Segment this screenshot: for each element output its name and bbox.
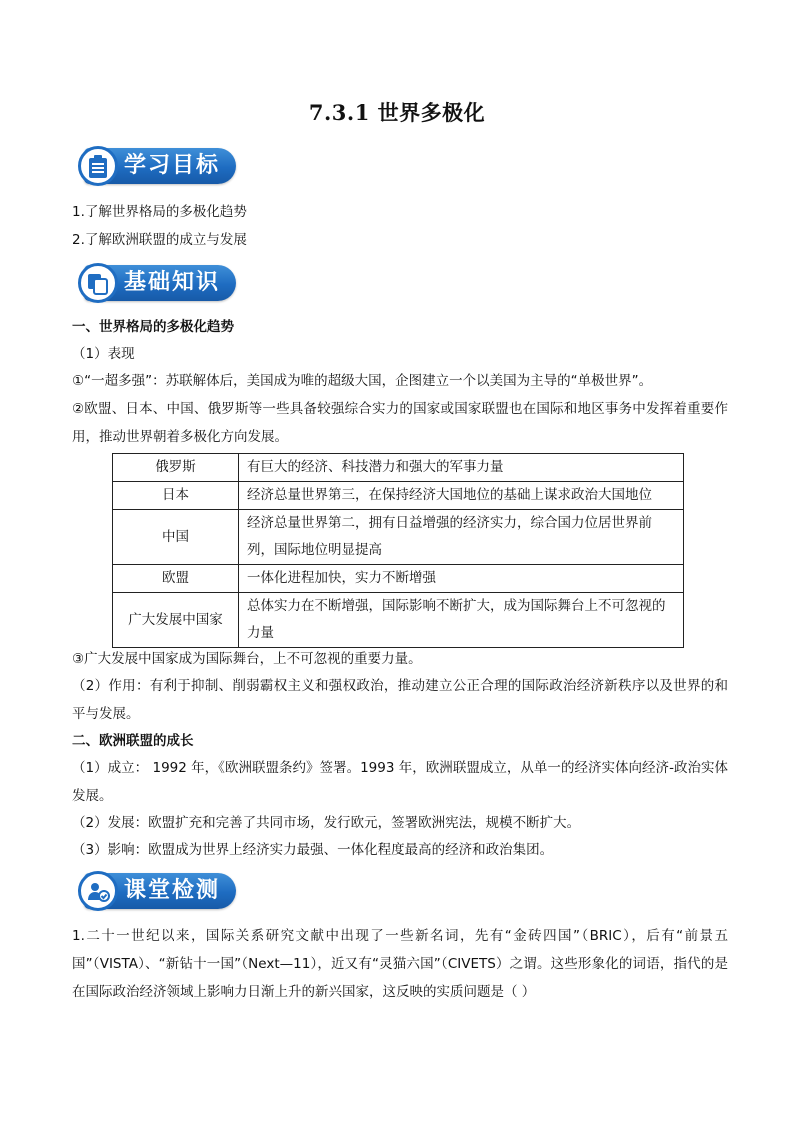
table-cell-desc: 经济总量世界第三，在保持经济大国地位的基础上谋求政治大国地位 <box>239 482 684 510</box>
table-cell-name: 欧盟 <box>113 565 239 593</box>
eu-item: （1）成立： 1992 年，《欧洲联盟条约》签署。1993 年，欧洲联盟成立，从单一的经济实体向经济-政治实体发展。 <box>72 760 728 804</box>
table-cell-name: 广大发展中国家 <box>113 593 239 648</box>
table-cell-desc: 一体化进程加快，实力不断增强 <box>239 565 684 593</box>
effect-text: （2）作用：有利于抑制、削弱霸权主义和强权政治，推动建立公正合理的国际政治经济新秩序以及世界的和平与发展。 <box>72 678 728 722</box>
objective-item: 1.了解世界格局的多极化趋势 <box>72 204 247 220</box>
section-heading: 二、欧洲联盟的成长 <box>72 733 194 749</box>
copy-icon <box>78 263 118 303</box>
point-text: ②欧盟、日本、中国、俄罗斯等一些具备较强综合实力的国家或国家联盟也在国际和地区事务中发挥着重要作用，推动世界朝着多极化方向发展。 <box>72 401 728 445</box>
table-row <box>113 565 684 593</box>
power-table <box>112 453 684 648</box>
banner-objectives-label: 学习目标 <box>124 153 221 178</box>
table-cell-name: 中国 <box>113 510 239 565</box>
banner-knowledge <box>78 263 238 303</box>
table-cell-desc: 总体实力在不断增强，国际影响不断扩大，成为国际舞台上不可忽视的力量 <box>239 593 684 648</box>
users-check-icon <box>78 871 118 911</box>
sub-heading: （1）表现 <box>72 346 135 362</box>
page-title: 7.3.1 世界多极化 <box>308 100 486 125</box>
point-text: ③广大发展中国家成为国际舞台，上不可忽视的重要力量。 <box>72 651 422 667</box>
point-text: ①“一超多强”：苏联解体后，美国成为唯的超级大国，企图建立一个以美国为主导的“单极世界”。 <box>72 373 653 389</box>
section-heading: 一、世界格局的多极化趋势 <box>72 319 234 335</box>
table-cell-name: 俄罗斯 <box>113 454 239 482</box>
question-text: 1.二十一世纪以来，国际关系研究文献中出现了一些新名词，先有“金砖四国”（BRIC），后有“前景五国”（VISTA）、“新钻十一国”（Next—11），近又有“灵猫六国”（CIVETS）之谓。这些形象化的词语，指代的是在国际政治经济领域上影响力日渐上升的新兴国家，这反映的实质问题是（ ） <box>72 928 728 1000</box>
eu-item: （2）发展：欧盟扩充和完善了共同市场，发行欧元，签署欧洲宪法，规模不断扩大。 <box>72 815 581 831</box>
table-cell-desc: 有巨大的经济、科技潜力和强大的军事力量 <box>239 454 684 482</box>
table-row <box>113 593 684 648</box>
table-cell-name: 日本 <box>113 482 239 510</box>
clipboard-icon <box>78 146 118 186</box>
objective-item: 2.了解欧洲联盟的成立与发展 <box>72 232 247 248</box>
banner-objectives <box>78 146 238 186</box>
table-row <box>113 482 684 510</box>
banner-check <box>78 871 238 911</box>
eu-item: （3）影响：欧盟成为世界上经济实力最强、一体化程度最高的经济和政治集团。 <box>72 842 554 858</box>
table-row <box>113 454 684 482</box>
banner-knowledge-label: 基础知识 <box>124 270 221 295</box>
table-row <box>113 510 684 565</box>
table-cell-desc: 经济总量世界第二，拥有日益增强的经济实力，综合国力位居世界前列，国际地位明显提高 <box>239 510 684 565</box>
banner-check-label: 课堂检测 <box>124 878 221 903</box>
